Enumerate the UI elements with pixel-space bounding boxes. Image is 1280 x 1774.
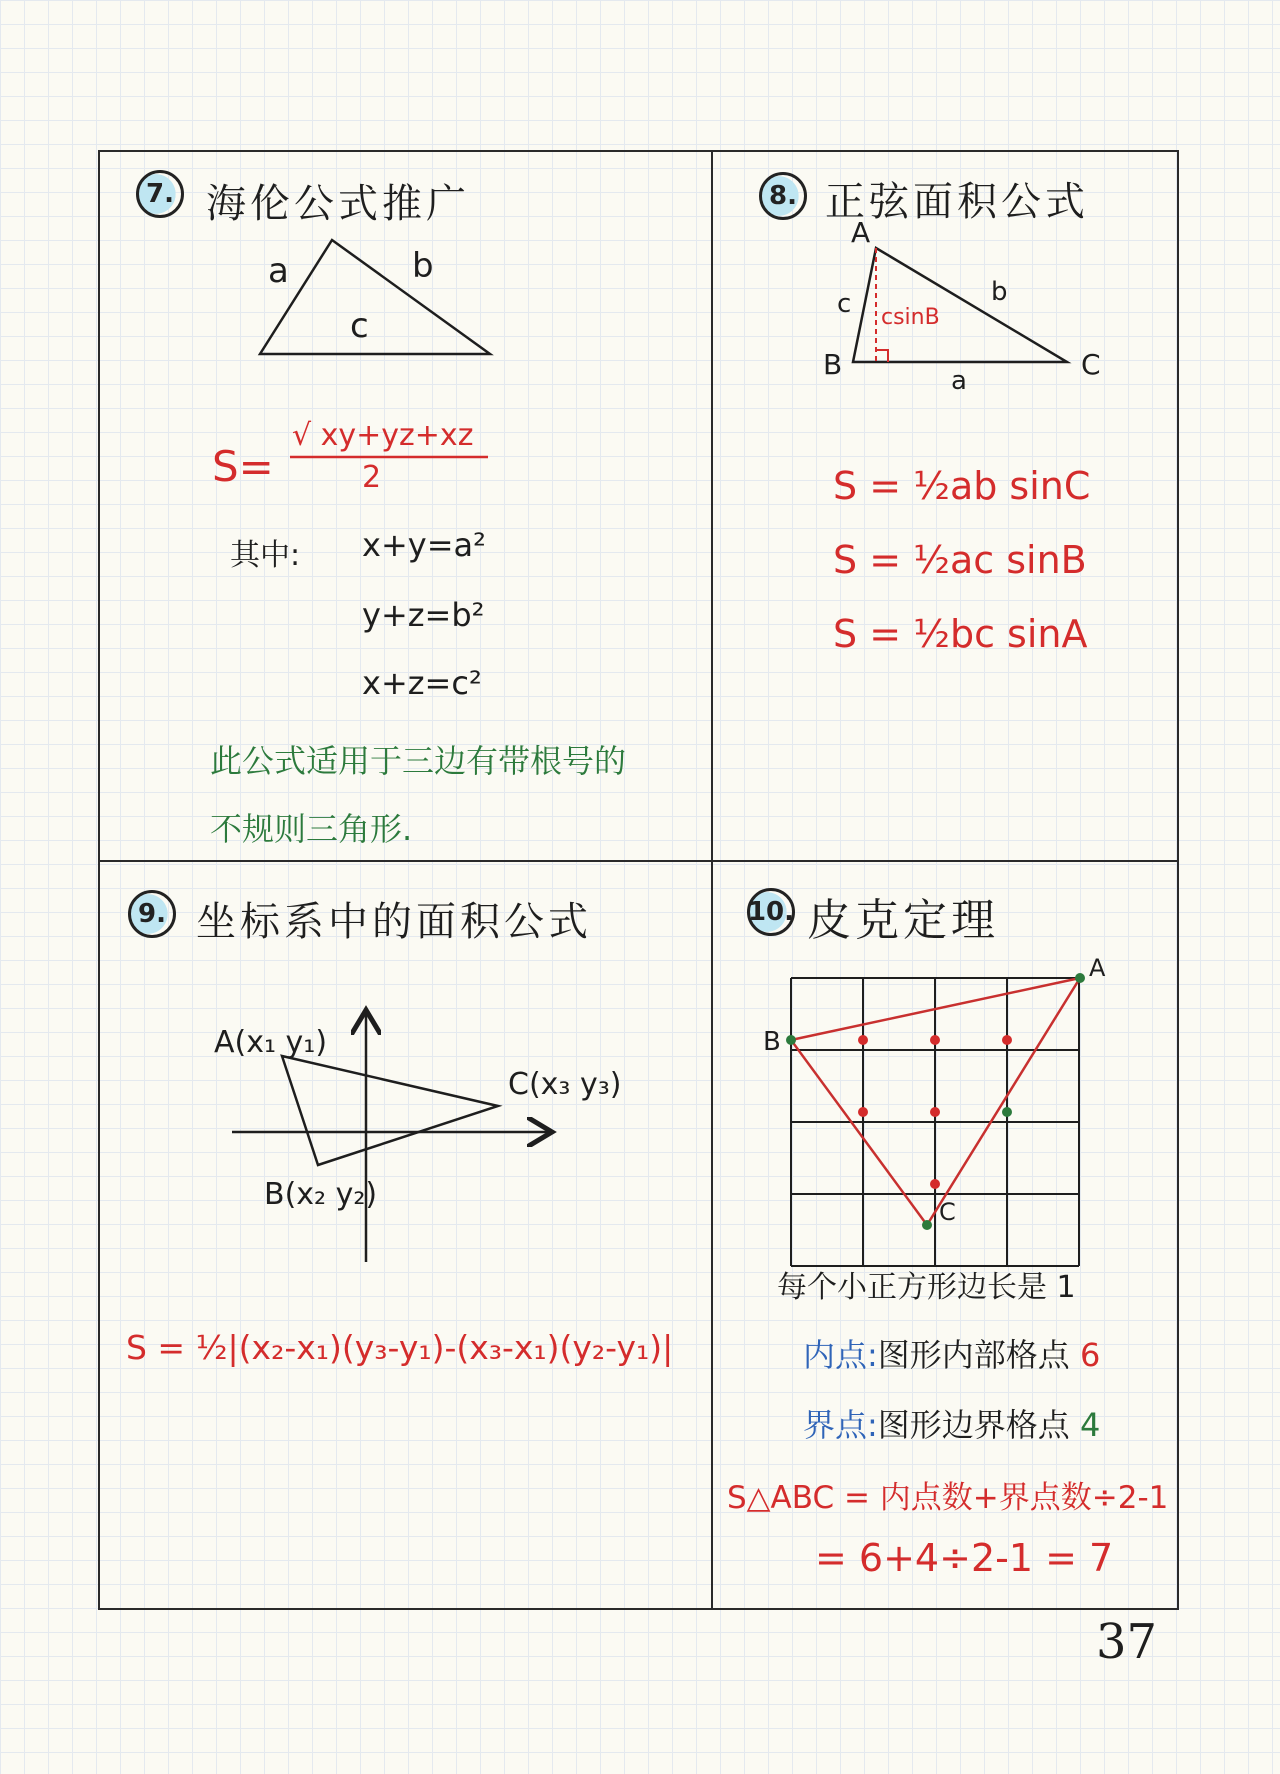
sine-formula-1: S = ½ab sinC <box>833 464 1091 508</box>
inner-points-label: 内点: <box>803 1336 878 1374</box>
equation-3: x+z=c² <box>362 664 482 702</box>
panel-sine-area <box>711 150 1179 862</box>
vertex-C: C <box>1081 348 1101 381</box>
heron-triangle <box>260 240 490 354</box>
pick-description: 每个小正方形边长是 1 <box>777 1270 1076 1305</box>
point-B-label: B(x₂ y₂) <box>264 1177 378 1212</box>
equation-1: x+y=a² <box>362 526 486 564</box>
note-line-2: 不规则三角形. <box>210 810 413 848</box>
vertex-A: A <box>851 216 871 249</box>
inner-point <box>1002 1035 1012 1045</box>
panel-coordinate-area <box>98 860 713 1610</box>
pick-formula-2: = 6+4÷2-1 = 7 <box>815 1536 1114 1580</box>
section-title-8: 正弦面积公式 <box>825 179 1089 225</box>
section-badge-10: 10. <box>747 888 795 936</box>
panel-pick-theorem <box>711 860 1179 1610</box>
coordinate-figure <box>100 860 715 1610</box>
side-label-a: a <box>268 251 289 291</box>
formula-numerator: √ xy+yz+xz <box>292 418 474 453</box>
boundary-point <box>1002 1107 1012 1117</box>
pick-formula-1: S△ABC = 内点数+界点数÷2-1 <box>727 1480 1169 1516</box>
vertex-B: B <box>823 348 843 381</box>
inner-point <box>930 1107 940 1117</box>
inner-points-value: 6 <box>1079 1336 1101 1374</box>
inner-points-line <box>803 1330 1100 1376</box>
where-label: 其中: <box>230 538 301 573</box>
height-label: csinB <box>881 305 940 330</box>
page-number: 37 <box>1096 1614 1158 1670</box>
sine-triangle-figure <box>711 152 1179 864</box>
right-angle-mark <box>876 350 888 362</box>
lattice-grid <box>791 978 1079 1266</box>
vertex-B-label: B <box>763 1027 781 1057</box>
sine-formula-2: S = ½ac sinB <box>833 538 1087 582</box>
inner-point <box>858 1035 868 1045</box>
section-badge-9: 9. <box>128 890 176 938</box>
side-c: c <box>837 289 852 319</box>
section-badge-8: 8. <box>759 172 807 220</box>
vertex-A-label: A <box>1089 954 1106 982</box>
section-title-7: 海伦公式推广 <box>206 181 470 227</box>
side-b: b <box>991 277 1008 307</box>
section-badge-7: 7. <box>136 170 184 218</box>
vertex-C-label: C <box>939 1198 956 1226</box>
point-A-label: A(x₁ y₁) <box>214 1025 328 1060</box>
formula-denominator: 2 <box>362 460 382 495</box>
inner-point <box>930 1035 940 1045</box>
note-line-1: 此公式适用于三边有带根号的 <box>210 742 627 780</box>
coordinate-triangle <box>282 1056 498 1165</box>
section-title-9: 坐标系中的面积公式 <box>196 899 592 945</box>
inner-point <box>930 1179 940 1189</box>
boundary-points-text: 图形边界格点 <box>877 1406 1070 1444</box>
boundary-point <box>922 1220 932 1230</box>
side-a: a <box>951 366 967 396</box>
boundary-points-value: 4 <box>1079 1406 1101 1444</box>
sine-formula-3: S = ½bc sinA <box>833 612 1088 656</box>
equation-2: y+z=b² <box>362 596 485 634</box>
coordinate-formula: S = ½|(x₂-x₁)(y₃-y₁)-(x₃-x₁)(y₂-y₁)| <box>126 1328 674 1367</box>
panel-heron-extension <box>98 150 713 862</box>
section-title-10: 皮克定理 <box>807 895 999 946</box>
point-C-label: C(x₃ y₃) <box>508 1067 622 1102</box>
boundary-points-line <box>803 1400 1100 1446</box>
formula-s-label: S= <box>212 442 274 491</box>
inner-point <box>858 1107 868 1117</box>
boundary-point <box>1075 973 1085 983</box>
side-label-c: c <box>350 306 369 346</box>
boundary-points-label: 界点: <box>803 1406 878 1444</box>
boundary-point <box>786 1035 796 1045</box>
inner-points-text: 图形内部格点 <box>877 1336 1070 1374</box>
side-label-b: b <box>412 246 434 286</box>
